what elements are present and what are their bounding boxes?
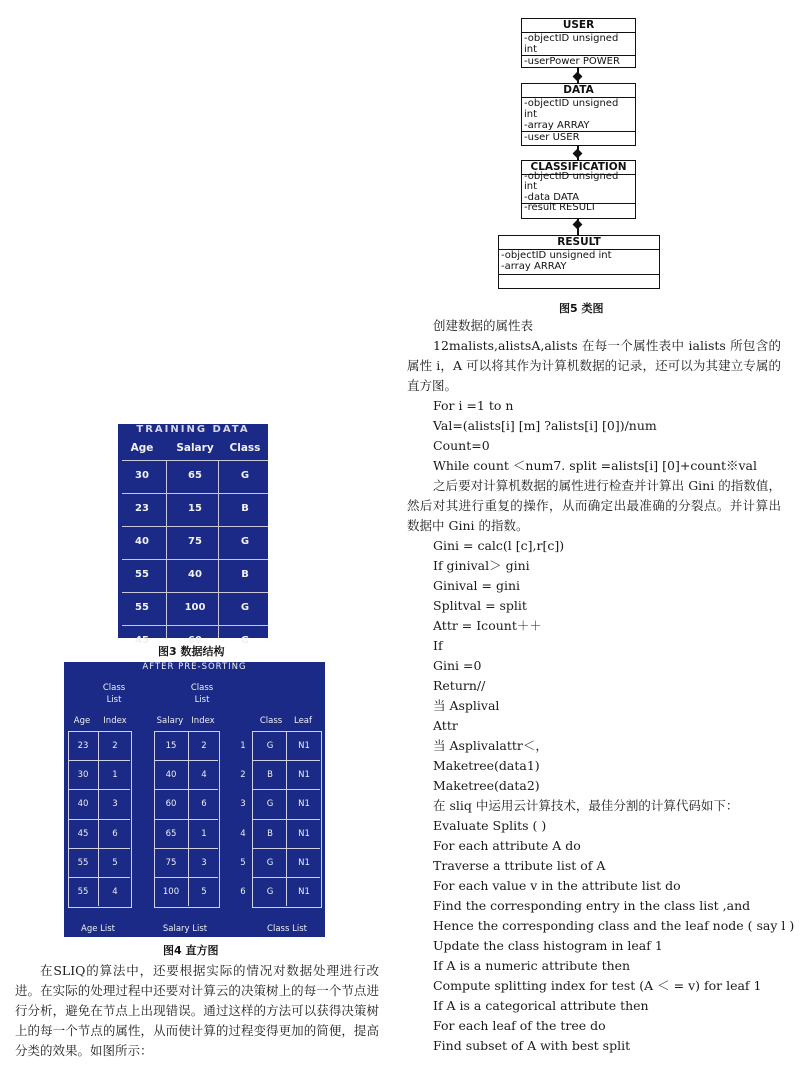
column-header: Class bbox=[229, 442, 261, 454]
grid-line bbox=[154, 760, 218, 761]
divider bbox=[499, 274, 659, 275]
table-cell: 30 bbox=[135, 470, 149, 481]
grid-line bbox=[252, 848, 320, 849]
code-line: Update the class histogram in leaf 1 bbox=[433, 938, 663, 953]
code-line: Find subset of A with best split bbox=[433, 1038, 631, 1053]
code-line: For each value v in the attribute list do bbox=[433, 878, 681, 893]
table-cell: G bbox=[266, 887, 274, 897]
uml-class-data bbox=[521, 83, 636, 146]
section-line: 在 sliq 中运用云计算技术，最佳分割的计算代码如下： bbox=[433, 798, 739, 813]
presorted-lists-figure bbox=[64, 662, 325, 937]
column-header: Age bbox=[73, 716, 91, 726]
list-footer: Age List bbox=[81, 924, 115, 934]
table-cell: 60 bbox=[165, 799, 177, 810]
column-header: Class bbox=[259, 716, 283, 726]
table-cell: 40 bbox=[77, 799, 89, 810]
uml-class-user bbox=[521, 18, 636, 68]
table-cell: 5 bbox=[201, 887, 207, 897]
table-cell: B bbox=[267, 770, 273, 781]
column-header: Salary bbox=[176, 442, 214, 454]
class-attribute: int bbox=[524, 44, 538, 55]
table-cell: 75 bbox=[165, 857, 177, 868]
grid-line bbox=[154, 848, 218, 849]
class-attribute: -array ARRAY bbox=[524, 120, 590, 131]
grid-line bbox=[154, 877, 218, 878]
column-header: Age bbox=[130, 442, 154, 454]
grid-line bbox=[122, 625, 268, 626]
table-cell: 40 bbox=[135, 536, 149, 547]
table-cell: N1 bbox=[298, 887, 310, 897]
table-cell: 1 bbox=[201, 828, 207, 839]
class-attribute: -result RESULT bbox=[522, 203, 635, 213]
class-attribute: -objectID unsigned int bbox=[501, 250, 612, 261]
class-attribute: -objectID unsigned bbox=[524, 171, 619, 182]
code-line: Maketree(data2) bbox=[433, 778, 540, 793]
body-paragraph: 12malists,alistsA,alists 在每一个属性表中 ialists 所包含的属性 i，A 可以将其作为计算机数据的记录，还可以为其建立专属的直方图。 bbox=[407, 338, 781, 393]
code-line: For i =1 to n bbox=[433, 398, 514, 413]
table-cell: 6 bbox=[240, 887, 246, 897]
aggregation-diamond bbox=[573, 149, 583, 159]
column-header: Class List bbox=[102, 683, 126, 705]
class-title: USER bbox=[522, 19, 635, 33]
table-cell: 23 bbox=[135, 503, 149, 514]
grid-line bbox=[154, 789, 218, 790]
column-header: Index bbox=[103, 716, 127, 726]
code-line: Gini = calc(l [c],r[c]) bbox=[433, 538, 565, 553]
code-line: Splitval = split bbox=[433, 598, 527, 613]
grid-line bbox=[122, 592, 268, 593]
class-attribute: -objectID unsigned bbox=[524, 33, 619, 44]
code-line: Hence the corresponding class and the leaf node ( say l ) bbox=[433, 918, 795, 933]
table-cell: 15 bbox=[165, 741, 177, 751]
table-cell: 3 bbox=[112, 799, 118, 810]
table-cell: 55 bbox=[77, 857, 89, 868]
table-cell: G bbox=[266, 799, 274, 810]
grid-line bbox=[166, 460, 167, 638]
table-cell: 6 bbox=[112, 828, 118, 839]
table-cell: 1 bbox=[112, 770, 118, 781]
list-box bbox=[252, 731, 322, 908]
table-cell: 55 bbox=[135, 602, 149, 613]
table-cell: 100 bbox=[184, 602, 206, 613]
table-cell: 4 bbox=[112, 887, 118, 897]
class-attribute: int bbox=[524, 109, 538, 120]
class-title: CLASSIFICATION bbox=[522, 161, 635, 175]
code-line: Ginival = gini bbox=[433, 578, 521, 593]
aggregation-diamond bbox=[573, 220, 583, 230]
grid-line bbox=[252, 789, 320, 790]
grid-line bbox=[218, 460, 219, 638]
list-box bbox=[154, 731, 220, 908]
table-cell: 6 bbox=[201, 799, 207, 810]
table-cell: 40 bbox=[165, 770, 177, 781]
table-cell: N1 bbox=[298, 857, 310, 868]
class-attribute: -userPower POWER bbox=[522, 55, 635, 67]
code-line: Maketree(data1) bbox=[433, 758, 540, 773]
grid-line bbox=[68, 760, 130, 761]
grid-line bbox=[68, 877, 130, 878]
grid-line bbox=[122, 559, 268, 560]
code-line: Compute splitting index for test (A ＜ = v) for leaf 1 bbox=[433, 978, 762, 993]
table-title: TRAINING DATA bbox=[136, 424, 250, 435]
table-cell: 65 bbox=[165, 828, 177, 839]
table-cell: 55 bbox=[135, 569, 149, 580]
table-cell: 40 bbox=[188, 569, 202, 580]
grid-line bbox=[68, 819, 130, 820]
grid-line bbox=[252, 877, 320, 878]
code-line: Val=(alists[i] [m] ?alists[i] [0])/num bbox=[433, 418, 657, 433]
code-line: Attr bbox=[433, 718, 458, 733]
table-cell: 45 bbox=[135, 635, 149, 646]
figure-caption: 图5 类图 bbox=[559, 302, 604, 315]
table-cell: 30 bbox=[77, 770, 89, 781]
code-line: 当 Asplival bbox=[433, 698, 500, 713]
body-paragraph: 在SLIQ的算法中，还要根据实际的情况对数据处理进行改进。在实际的处理过程中还要对计算云的决策树上的每一个节点进行分析，避免在节点上出现错误。通过这样的方法可以获得决策树上的每一个节点的属性，从而使计算的过程变得更加的简便，提高分类的效果。如图所示： bbox=[15, 963, 379, 1058]
table-cell: 2 bbox=[201, 741, 207, 751]
code-line: While count ＜num7. split =alists[i] [0]+count※val bbox=[433, 458, 757, 473]
grid-line bbox=[154, 819, 218, 820]
table-cell: G bbox=[240, 602, 250, 613]
column-header: Salary bbox=[156, 716, 184, 726]
table-cell: 1 bbox=[240, 741, 246, 751]
table-cell: 75 bbox=[188, 536, 202, 547]
code-line: Traverse a ttribute list of A bbox=[433, 858, 606, 873]
uml-class-result bbox=[498, 235, 660, 289]
column-header: Class List bbox=[190, 683, 214, 705]
table-cell: G bbox=[266, 857, 274, 868]
code-line: If bbox=[433, 638, 443, 653]
code-line: If A is a categorical attribute then bbox=[433, 998, 649, 1013]
list-footer: Salary List bbox=[162, 924, 208, 934]
table-cell: N1 bbox=[298, 799, 310, 810]
table-cell: B bbox=[241, 569, 249, 580]
aggregation-diamond bbox=[573, 72, 583, 82]
grid-line bbox=[252, 760, 320, 761]
figure-caption: 图4 直方图 bbox=[163, 944, 219, 957]
list-box bbox=[68, 731, 132, 908]
table-cell: 2 bbox=[112, 741, 118, 751]
code-line: Find the corresponding entry in the class list ,and bbox=[433, 898, 751, 913]
table-cell: 55 bbox=[77, 887, 89, 897]
class-attribute: -objectID unsigned bbox=[524, 98, 619, 109]
code-line: If ginival＞ gini bbox=[433, 558, 530, 573]
grid-line bbox=[122, 460, 268, 461]
class-attribute: -user USER bbox=[522, 131, 635, 143]
code-line: Return// bbox=[433, 678, 486, 693]
table-cell: 3 bbox=[201, 857, 207, 868]
table-cell: N1 bbox=[298, 741, 310, 751]
code-line: Count=0 bbox=[433, 438, 490, 453]
grid-line bbox=[252, 819, 320, 820]
grid-line bbox=[68, 789, 130, 790]
code-line: For each attribute A do bbox=[433, 838, 581, 853]
table-cell: 3 bbox=[240, 799, 246, 810]
training-data-table bbox=[118, 424, 268, 646]
table-cell: 4 bbox=[240, 828, 246, 839]
class-attribute: -data DATA bbox=[524, 192, 580, 203]
code-line: Attr = Icount＋＋ bbox=[433, 618, 542, 633]
grid-line bbox=[122, 493, 268, 494]
table-cell: 45 bbox=[77, 828, 89, 839]
table-cell: B bbox=[241, 503, 249, 514]
code-line: If A is a numeric attribute then bbox=[433, 958, 631, 973]
table-cell: G bbox=[266, 741, 274, 751]
figure-caption: 图3 数据结构 bbox=[158, 645, 225, 658]
table-cell: 23 bbox=[77, 741, 89, 751]
table-cell: 65 bbox=[188, 470, 202, 481]
table-cell: 15 bbox=[188, 503, 202, 514]
column-header: Index bbox=[191, 716, 215, 726]
grid-line bbox=[122, 526, 268, 527]
code-line: Gini =0 bbox=[433, 658, 482, 673]
grid-line bbox=[68, 848, 130, 849]
table-cell: G bbox=[240, 470, 250, 481]
class-attribute: -array ARRAY bbox=[501, 261, 567, 272]
class-title: DATA bbox=[522, 84, 635, 98]
column-header: Leaf bbox=[293, 716, 313, 726]
table-cell: 5 bbox=[112, 857, 118, 868]
table-cell: B bbox=[267, 828, 273, 839]
code-line: For each leaf of the tree do bbox=[433, 1018, 606, 1033]
table-cell: N1 bbox=[298, 828, 310, 839]
table-cell: N1 bbox=[298, 770, 310, 781]
table-cell: G bbox=[240, 635, 250, 646]
uml-class-classification bbox=[521, 160, 636, 219]
code-line: Evaluate Splits ( ) bbox=[433, 818, 547, 833]
code-line: 当 Asplivalattr＜， bbox=[433, 738, 548, 753]
table-cell: 2 bbox=[240, 770, 246, 781]
class-title: RESULT bbox=[499, 236, 659, 250]
table-cell: 4 bbox=[201, 770, 207, 781]
table-cell: 5 bbox=[240, 857, 246, 868]
figure-title: AFTER PRE-SORTING bbox=[142, 662, 247, 672]
section-line: 创建数据的属性表 bbox=[433, 318, 534, 333]
table-cell: 60 bbox=[188, 635, 202, 646]
table-cell: 100 bbox=[162, 887, 180, 897]
body-paragraph: 之后要对计算机数据的属性进行检查并计算出 Gini 的指数值，然后对其进行重复的操作，从而确定出最准确的分裂点。并计算出数据中 Gini 的指数。 bbox=[407, 478, 781, 533]
class-attribute: int bbox=[524, 181, 538, 192]
table-cell: G bbox=[240, 536, 250, 547]
list-footer: Class List bbox=[267, 924, 307, 934]
